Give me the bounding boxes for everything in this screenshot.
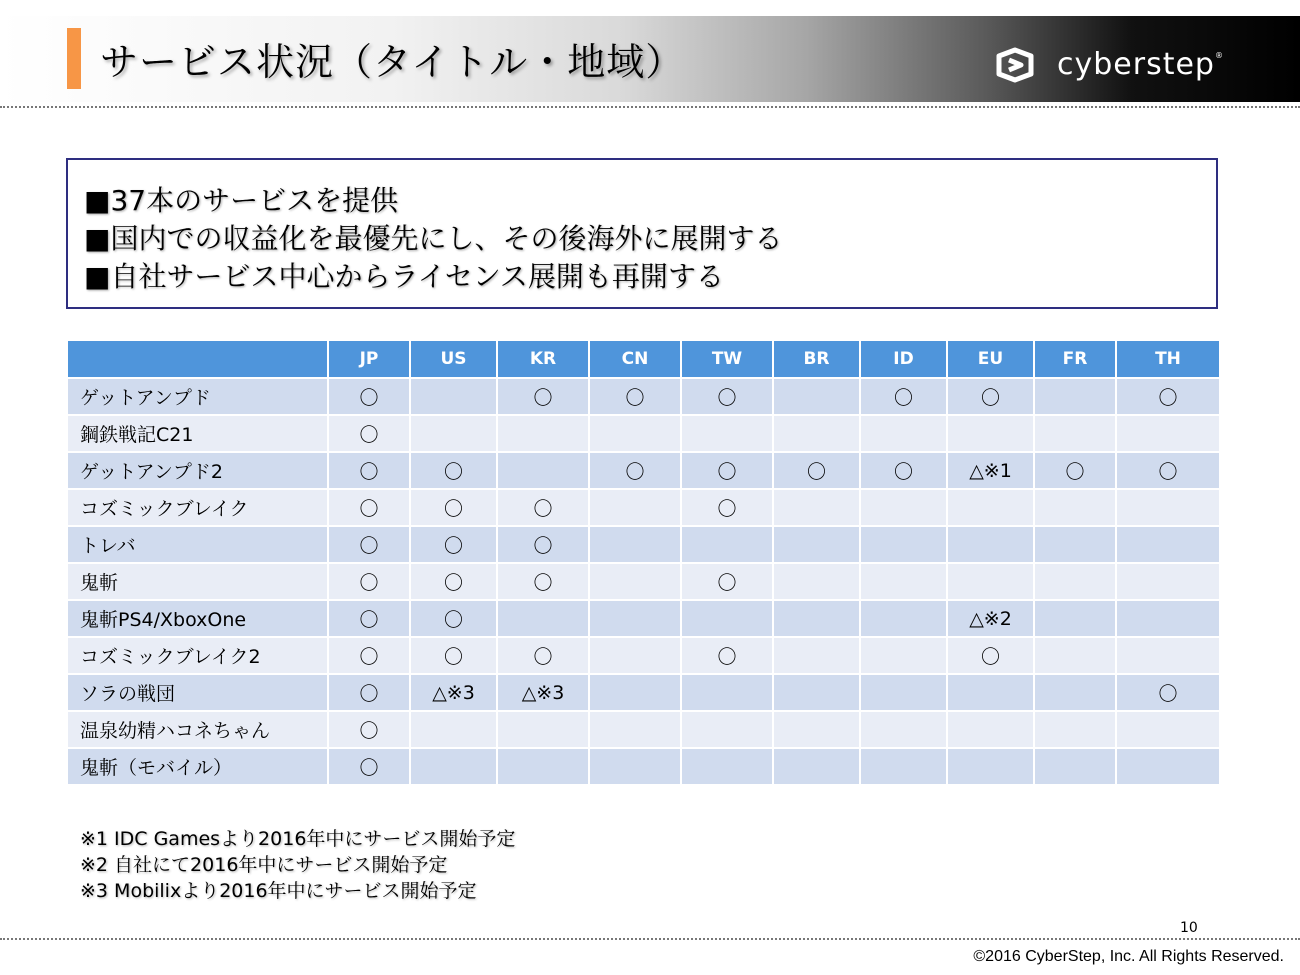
region-status-cell: △※2 xyxy=(947,600,1034,637)
region-status-cell: 〇 xyxy=(410,637,497,674)
footnote-2: ※2 自社にて2016年中にサービス開始予定 xyxy=(80,854,448,876)
table-row xyxy=(67,378,1220,415)
region-status-cell: 〇 xyxy=(1034,452,1116,489)
column-header: FR xyxy=(1034,340,1116,378)
region-status-cell xyxy=(589,674,681,711)
region-status-cell xyxy=(773,600,860,637)
region-status-cell xyxy=(589,711,681,748)
region-status-cell: △※1 xyxy=(947,452,1034,489)
region-status-cell: 〇 xyxy=(328,415,410,452)
region-status-cell xyxy=(947,674,1034,711)
game-title-cell: コズミックブレイク xyxy=(67,489,328,526)
region-status-cell xyxy=(860,637,947,674)
region-status-cell xyxy=(1034,489,1116,526)
region-status-cell: 〇 xyxy=(589,378,681,415)
column-header: TW xyxy=(681,340,773,378)
region-status-cell xyxy=(1034,563,1116,600)
region-status-cell: 〇 xyxy=(410,526,497,563)
footer-divider xyxy=(0,938,1300,940)
summary-box xyxy=(66,158,1218,309)
table-row xyxy=(67,563,1220,600)
region-status-cell xyxy=(589,563,681,600)
region-status-cell xyxy=(1116,489,1220,526)
table-row xyxy=(67,452,1220,489)
region-status-cell xyxy=(497,748,589,785)
region-status-cell xyxy=(589,600,681,637)
region-status-cell xyxy=(860,563,947,600)
region-status-cell: 〇 xyxy=(497,637,589,674)
table-row xyxy=(67,637,1220,674)
region-status-cell xyxy=(773,526,860,563)
region-status-cell: 〇 xyxy=(681,637,773,674)
region-status-cell: 〇 xyxy=(1116,378,1220,415)
region-status-cell xyxy=(860,526,947,563)
column-header: KR xyxy=(497,340,589,378)
table-row xyxy=(67,489,1220,526)
table-row xyxy=(67,526,1220,563)
region-status-cell: 〇 xyxy=(328,452,410,489)
table-row xyxy=(67,711,1220,748)
table-body xyxy=(67,378,1220,785)
game-title-cell: ゲットアンプド xyxy=(67,378,328,415)
region-status-cell xyxy=(589,415,681,452)
region-status-cell: 〇 xyxy=(410,489,497,526)
region-status-cell: 〇 xyxy=(773,452,860,489)
region-status-cell xyxy=(1116,563,1220,600)
title-accent-bar xyxy=(67,28,81,89)
region-status-cell: 〇 xyxy=(328,674,410,711)
region-status-cell: △※3 xyxy=(497,674,589,711)
page-number: 10 xyxy=(1180,920,1198,936)
region-status-cell: 〇 xyxy=(497,489,589,526)
region-status-cell xyxy=(497,452,589,489)
region-status-cell xyxy=(773,674,860,711)
region-status-cell xyxy=(947,563,1034,600)
region-status-cell xyxy=(860,674,947,711)
region-status-cell: 〇 xyxy=(947,637,1034,674)
game-title-cell: 温泉幼精ハコネちゃん xyxy=(67,711,328,748)
table-row xyxy=(67,674,1220,711)
logo-wordmark: cyberstep xyxy=(1057,47,1215,82)
footnote-1: ※1 IDC Gamesより2016年中にサービス開始予定 xyxy=(80,828,516,850)
region-status-cell xyxy=(947,748,1034,785)
service-region-table xyxy=(66,339,1221,786)
region-status-cell xyxy=(1034,526,1116,563)
region-status-cell xyxy=(1116,526,1220,563)
region-status-cell xyxy=(1034,748,1116,785)
region-status-cell: 〇 xyxy=(328,600,410,637)
summary-line-1: ■37本のサービスを提供 xyxy=(84,184,399,217)
summary-line-3: ■自社サービス中心からライセンス展開も再開する xyxy=(84,260,724,293)
region-status-cell xyxy=(860,748,947,785)
game-title-cell: トレバ xyxy=(67,526,328,563)
cyberstep-logo xyxy=(993,46,1223,84)
column-header xyxy=(67,340,328,378)
region-status-cell xyxy=(860,489,947,526)
region-status-cell: 〇 xyxy=(860,452,947,489)
region-status-cell: 〇 xyxy=(497,526,589,563)
region-status-cell xyxy=(681,526,773,563)
column-header: EU xyxy=(947,340,1034,378)
column-header: BR xyxy=(773,340,860,378)
region-status-cell xyxy=(773,415,860,452)
region-status-cell: 〇 xyxy=(681,452,773,489)
column-header: JP xyxy=(328,340,410,378)
logo-registered-mark: ® xyxy=(1214,50,1223,60)
copyright-text: ©2016 CyberStep, Inc. All Rights Reserved. xyxy=(973,948,1284,965)
region-status-cell xyxy=(1116,748,1220,785)
region-status-cell xyxy=(860,711,947,748)
region-status-cell xyxy=(773,711,860,748)
table-row xyxy=(67,415,1220,452)
column-header: US xyxy=(410,340,497,378)
region-status-cell: 〇 xyxy=(328,711,410,748)
region-status-cell xyxy=(947,711,1034,748)
region-status-cell xyxy=(1034,415,1116,452)
header-divider xyxy=(0,106,1300,108)
region-status-cell xyxy=(860,600,947,637)
game-title-cell: 鬼斬（モバイル） xyxy=(67,748,328,785)
region-status-cell: 〇 xyxy=(681,489,773,526)
column-header: TH xyxy=(1116,340,1220,378)
region-status-cell: 〇 xyxy=(328,378,410,415)
region-status-cell xyxy=(1116,637,1220,674)
column-header: CN xyxy=(589,340,681,378)
region-status-cell: 〇 xyxy=(681,378,773,415)
region-status-cell xyxy=(1034,378,1116,415)
region-status-cell xyxy=(589,526,681,563)
region-status-cell xyxy=(1116,415,1220,452)
footnote-3: ※3 Mobilixより2016年中にサービス開始予定 xyxy=(80,880,477,902)
region-status-cell xyxy=(410,711,497,748)
region-status-cell xyxy=(1034,711,1116,748)
region-status-cell: 〇 xyxy=(328,748,410,785)
region-status-cell xyxy=(1116,600,1220,637)
region-status-cell xyxy=(681,600,773,637)
region-status-cell xyxy=(773,489,860,526)
region-status-cell xyxy=(410,378,497,415)
region-status-cell: 〇 xyxy=(1116,674,1220,711)
region-status-cell xyxy=(681,415,773,452)
region-status-cell xyxy=(1034,637,1116,674)
region-status-cell: 〇 xyxy=(947,378,1034,415)
region-status-cell xyxy=(860,415,947,452)
region-status-cell: 〇 xyxy=(410,600,497,637)
region-status-cell xyxy=(947,526,1034,563)
game-title-cell: 鬼斬 xyxy=(67,563,328,600)
region-status-cell: 〇 xyxy=(410,452,497,489)
region-status-cell: 〇 xyxy=(860,378,947,415)
region-status-cell xyxy=(947,415,1034,452)
region-status-cell xyxy=(410,748,497,785)
page-title: サービス状況（タイトル・地域） xyxy=(100,40,685,84)
region-status-cell: 〇 xyxy=(681,563,773,600)
region-status-cell xyxy=(589,637,681,674)
table-header-row xyxy=(67,340,1220,378)
region-status-cell: 〇 xyxy=(497,378,589,415)
table-row xyxy=(67,748,1220,785)
summary-line-2: ■国内での収益化を最優先にし、その後海外に展開する xyxy=(84,222,783,255)
region-status-cell xyxy=(1116,711,1220,748)
region-status-cell: 〇 xyxy=(328,526,410,563)
region-status-cell: 〇 xyxy=(410,563,497,600)
region-status-cell: 〇 xyxy=(328,563,410,600)
game-title-cell: コズミックブレイク2 xyxy=(67,637,328,674)
region-status-cell: 〇 xyxy=(328,637,410,674)
region-status-cell xyxy=(1034,600,1116,637)
region-status-cell xyxy=(410,415,497,452)
region-status-cell xyxy=(589,748,681,785)
column-header: ID xyxy=(860,340,947,378)
table-row xyxy=(67,600,1220,637)
cyberstep-logo-mark-icon xyxy=(993,46,1053,84)
region-status-cell xyxy=(947,489,1034,526)
game-title-cell: ゲットアンプド2 xyxy=(67,452,328,489)
region-status-cell: 〇 xyxy=(1116,452,1220,489)
region-status-cell xyxy=(589,489,681,526)
region-status-cell: 〇 xyxy=(328,489,410,526)
region-status-cell: 〇 xyxy=(497,563,589,600)
region-status-cell: 〇 xyxy=(589,452,681,489)
region-status-cell xyxy=(1034,674,1116,711)
region-status-cell xyxy=(681,674,773,711)
region-status-cell xyxy=(497,415,589,452)
region-status-cell xyxy=(681,748,773,785)
region-status-cell xyxy=(773,637,860,674)
region-status-cell xyxy=(773,378,860,415)
region-status-cell xyxy=(773,563,860,600)
game-title-cell: 鬼斬PS4/XboxOne xyxy=(67,600,328,637)
region-status-cell xyxy=(497,600,589,637)
game-title-cell: 鋼鉄戦記C21 xyxy=(67,415,328,452)
region-status-cell xyxy=(497,711,589,748)
game-title-cell: ソラの戦団 xyxy=(67,674,328,711)
region-status-cell xyxy=(681,711,773,748)
region-status-cell: △※3 xyxy=(410,674,497,711)
region-status-cell xyxy=(773,748,860,785)
